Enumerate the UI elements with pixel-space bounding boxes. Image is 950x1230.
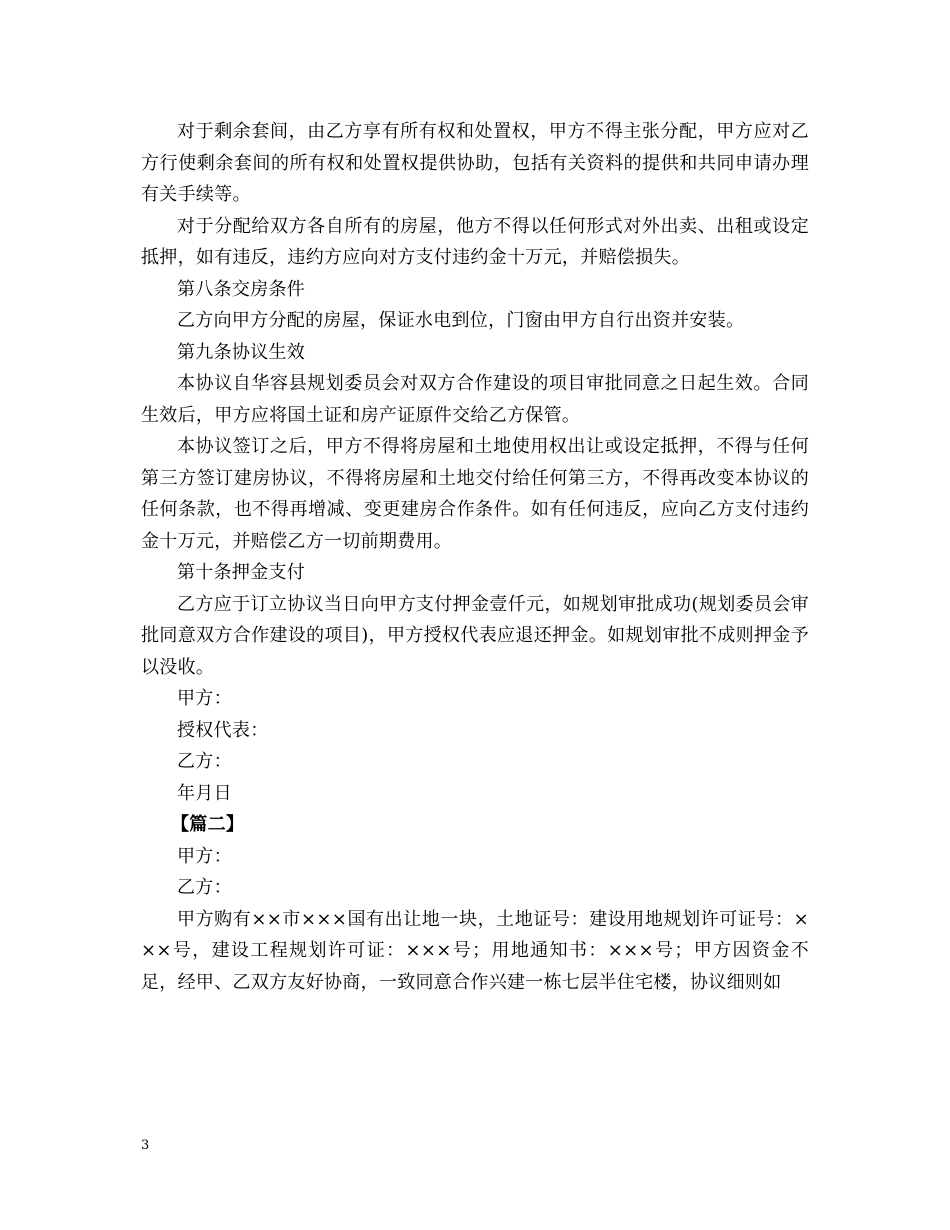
signature-authorized-representative: 授权代表：	[177, 719, 269, 741]
page-number: 3	[141, 1138, 150, 1153]
signature-date: 年月日	[177, 782, 232, 804]
paragraph-after-signing: 本协议签订之后，甲方不得将房屋和土地使用权出让或设定抵押，不得与任何第三方签订建房协议，不得将房屋和土地交付给任何第三方，不得再改变本协议的任何条款，也不得再增减、变更建房合作条件。如有任何违反，应向乙方支付违约金十万元，并赔偿乙方一切前期费用。	[141, 436, 809, 552]
paragraph-remaining-units: 对于剩余套间，由乙方享有所有权和处置权，甲方不得主张分配，甲方应对乙方行使剩余套间的所有权和处置权提供协助，包括有关资料的提供和共同申请办理有关手续等。	[141, 121, 809, 205]
part-two-party-a: 甲方：	[177, 845, 232, 867]
section-heading-part-two: 【篇二】	[171, 814, 245, 835]
article-9-heading: 第九条协议生效	[177, 341, 306, 363]
paragraph-land-purchase: 甲方购有××市×××国有出让地一块，土地证号：建设用地规划许可证号：×××号，建设工程规划许可证：×××号；用地通知书：×××号；甲方因资金不足，经甲、乙双方友好协商，一致同意合作兴建一栋七层半住宅楼，协议细则如	[141, 908, 809, 993]
paragraph-effective-date: 本协议自华容县规划委员会对双方合作建设的项目审批同意之日起生效。合同生效后，甲方应将国土证和房产证原件交给乙方保管。	[141, 373, 809, 426]
signature-party-a: 甲方：	[177, 688, 232, 709]
paragraph-no-sale-or-mortgage: 对于分配给双方各自所有的房屋，他方不得以任何形式对外出卖、出租或设定抵押，如有违反，违约方应向对方支付违约金十万元，并赔偿损失。	[141, 215, 809, 268]
paragraph-deposit-payment: 乙方应于订立协议当日向甲方支付押金壹仟元，如规划审批成功(规划委员会审批同意双方合作建设的项目)，甲方授权代表应退还押金。如规划审批不成则押金予以没收。	[141, 593, 809, 678]
article-10-heading: 第十条押金支付	[177, 562, 306, 583]
document-body	[141, 116, 809, 998]
signature-party-b: 乙方：	[177, 751, 232, 772]
article-8-heading: 第八条交房条件	[177, 278, 306, 300]
paragraph-handover-conditions: 乙方向甲方分配的房屋，保证水电到位，门窗由甲方自行出资并安装。	[177, 310, 745, 331]
part-two-party-b: 乙方：	[177, 877, 232, 898]
